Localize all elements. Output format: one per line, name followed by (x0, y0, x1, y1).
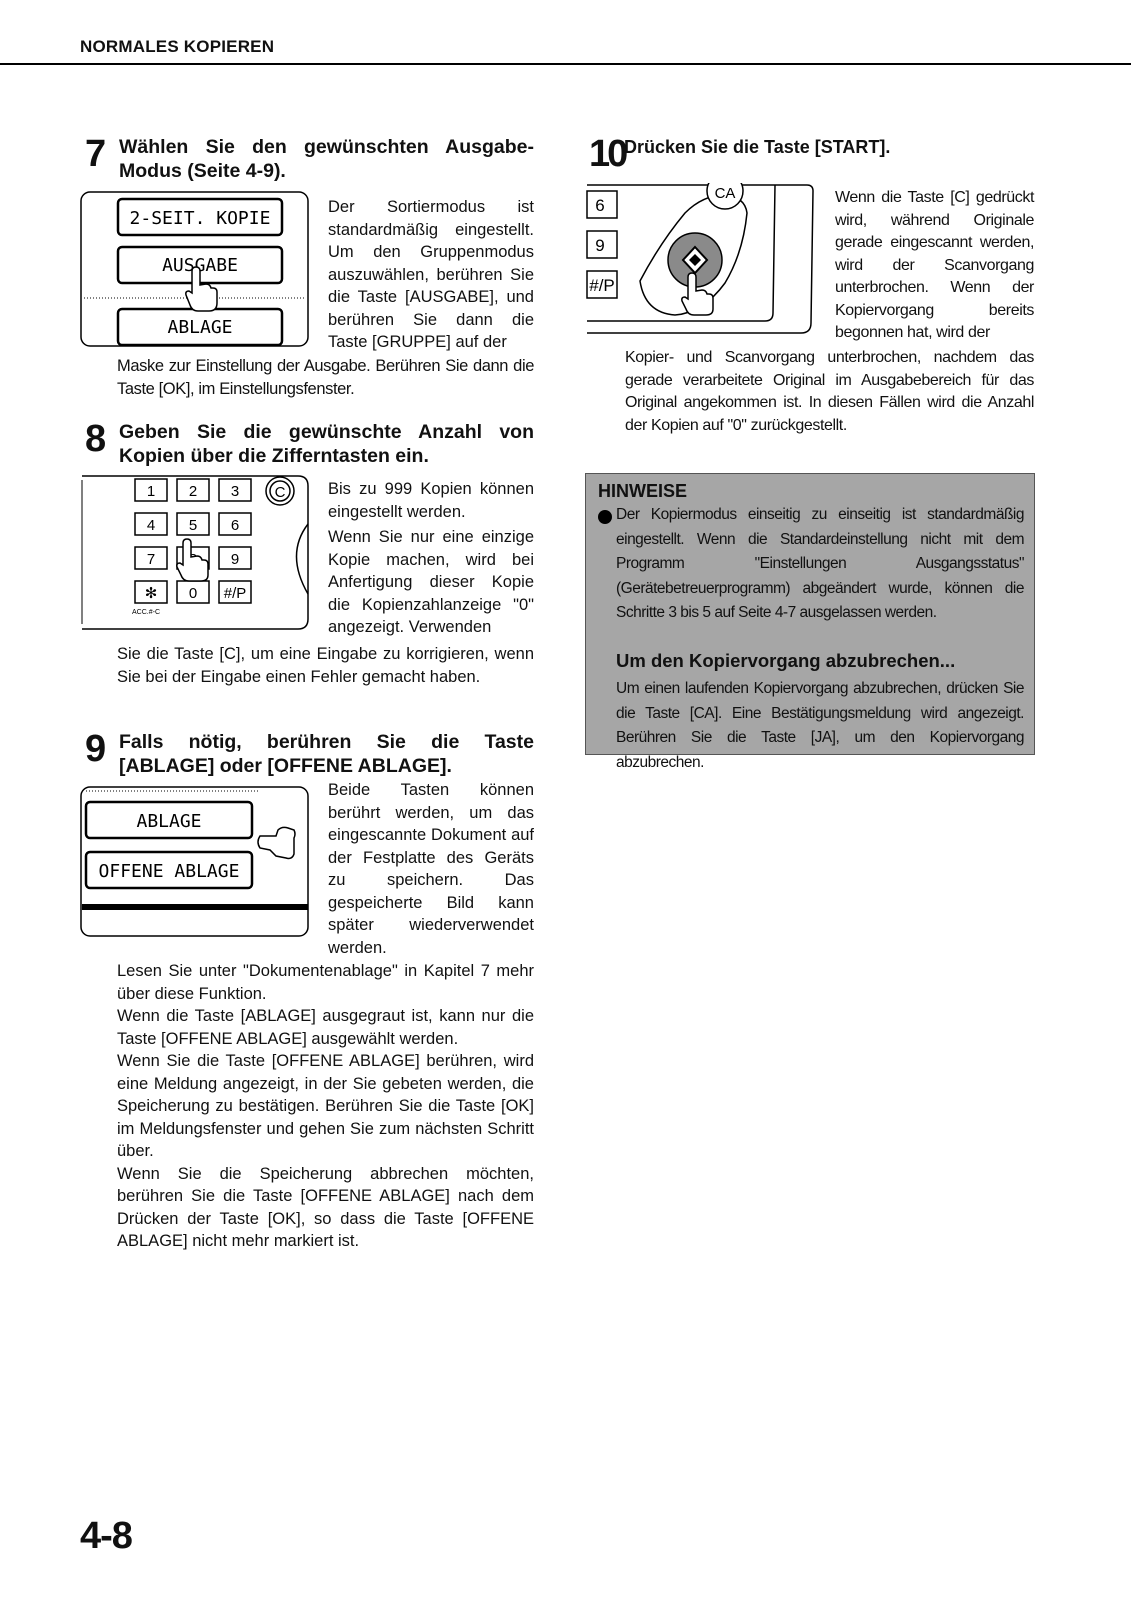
step-10-side-text: Wenn die Taste [C] gedrückt wird, während Originale gerade eingescannt werden, wird der Scanvorgang unterbrochen. Wenn der Kopiervorgang bereits begonnen hat, wird der (835, 189, 1034, 341)
step-9-para-3: Wenn Sie die Taste [OFFENE ABLAGE] berühren, wird eine Meldung angezeigt, in der Sie gebeten werden, die Speicherung zu bestätigen. Berühren Sie die Taste [OK] im Meldungsfenster und gehen Sie zum nächsten Schritt über. (117, 1052, 534, 1160)
storage-keys-touchscreen-illustration (80, 786, 310, 938)
key-ca: CA (714, 185, 736, 202)
key-2: 2 (188, 483, 198, 500)
step-10-number: 10 (589, 133, 626, 175)
key-9-large: 9 (595, 236, 605, 255)
notes-cancel-text: Um einen laufenden Kopiervorgang abzubrechen, drücken Sie die Taste [CA]. Eine Bestätigungsmeldung wird angezeigt. Berühren Sie die Taste [JA], um den Kopiervorgang abzubrechen. (616, 680, 1024, 771)
touch-key-ablage-storage: ABLAGE (136, 811, 202, 832)
step-8-side-p2: Wenn Sie nur eine einzige Kopie machen, wird bei Anfertigung dieser Kopie die Kopienzahlanzeige "0" angezeigt. Verwenden (328, 528, 534, 636)
key-star: ✻ (144, 584, 158, 602)
touch-key-offene-ablage: OFFENE ABLAGE (98, 861, 240, 882)
step-9-continued-text (117, 960, 534, 1253)
key-0: 0 (188, 585, 198, 602)
running-header: NORMALES KOPIEREN (80, 37, 275, 56)
step-9-number: 9 (85, 728, 105, 770)
touch-key-2-seit-kopie: 2-SEIT. KOPIE (129, 208, 271, 229)
bullet-icon (598, 510, 612, 524)
touch-key-ablage: ABLAGE (167, 317, 233, 338)
key-6: 6 (230, 517, 240, 534)
notes-bullet-text: Der Kopiermodus einseitig zu einseitig ist standardmäßig eingestellt. Wenn die Standardeinstellung nicht mit dem Programm "Einstellungen Ausgangsstatus" (Gerätebetreuerprogramm) abgeändert wurde, können die Schritte 3 bis 5 auf Seite 4-7 ausgelassen werden. (616, 506, 1024, 621)
step-10-title: Drücken Sie die Taste [START]. (624, 137, 891, 157)
step-7-side-text: Der Sortiermodus ist standardmäßig eingestellt. Um den Gruppenmodus auszuwählen, berühren Sie die Taste [AUSGABE], und berühren Sie dann die Taste [GRUPPE] auf der (328, 198, 534, 351)
key-9: 9 (230, 551, 240, 568)
numeric-keypad-illustration (80, 474, 310, 631)
step-9-para-2: Wenn die Taste [ABLAGE] ausgegraut ist, kann nur die Taste [OFFENE ABLAGE] ausgewählt werden. (117, 1007, 534, 1048)
page-number: 4-8 (80, 1515, 132, 1557)
notes-box (585, 473, 1035, 771)
start-key-illustration (585, 183, 815, 335)
notes-subtitle: Um den Kopiervorgang abzubrechen... (616, 650, 956, 671)
step-7-title: Wählen Sie den gewünschten Ausgabe-Modus (Seite 4-9). (119, 136, 534, 182)
step-8-continued-text: Sie die Taste [C], um eine Eingabe zu korrigieren, wenn Sie bei der Eingabe einen Fehler gemacht haben. (117, 645, 534, 686)
notes-title: HINWEISE (598, 481, 688, 501)
key-7: 7 (146, 551, 156, 568)
key-3: 3 (230, 483, 240, 500)
key-6-large: 6 (595, 196, 605, 215)
step-10-continued-text: Kopier- und Scanvorgang unterbrochen, nachdem das gerade verarbeitete Original im Ausgabebereich für das Original angekommen ist. In diesen Fällen wird die Anzahl der Kopien auf "0" zurückgestellt. (625, 349, 1034, 434)
key-5: 5 (188, 517, 198, 534)
key-1: 1 (146, 483, 156, 500)
step-9-para-4: Wenn Sie die Speicherung abbrechen möchten, berühren Sie die Taste [OFFENE ABLAGE] nach dem Drücken der Taste [OK], so dass die Taste [OFFENE ABLAGE] nicht mehr markiert ist. (117, 1164, 534, 1250)
step-8-side-p1: Bis zu 999 Kopien können eingestellt werden. (328, 480, 534, 521)
step-8-number: 8 (85, 418, 105, 460)
step-7-number: 7 (85, 133, 105, 175)
key-hash-p-large: #/P (589, 276, 615, 295)
step-8-title: Geben Sie die gewünschte Anzahl von Kopien über die Zifferntasten ein. (119, 421, 534, 467)
step-9-title: Falls nötig, berühren Sie die Taste [ABLAGE] oder [OFFENE ABLAGE]. (119, 731, 534, 777)
step-7-continued-text: Maske zur Einstellung der Ausgabe. Berühren Sie dann die Taste [OK], im Einstellungsfenster. (117, 357, 534, 398)
header-rule (0, 63, 1131, 65)
acc-label: ACC.#-C (132, 609, 161, 616)
key-clear: C (274, 484, 286, 501)
key-hash-p: #/P (223, 585, 247, 602)
key-4: 4 (146, 517, 156, 534)
touch-key-ausgabe: AUSGABE (162, 255, 238, 276)
output-mode-touchscreen-illustration (80, 191, 310, 348)
step-9-para-1: Lesen Sie unter "Dokumentenablage" in Kapitel 7 mehr über diese Funktion. (117, 962, 534, 1003)
step-9-side-text: Beide Tasten können berührt werden, um das eingescannte Dokument auf der Festplatte des Geräts zu speichern. Das gespeicherte Bild kann später wiederverwendet werden. (328, 781, 534, 957)
step-8-side-text (328, 478, 534, 639)
